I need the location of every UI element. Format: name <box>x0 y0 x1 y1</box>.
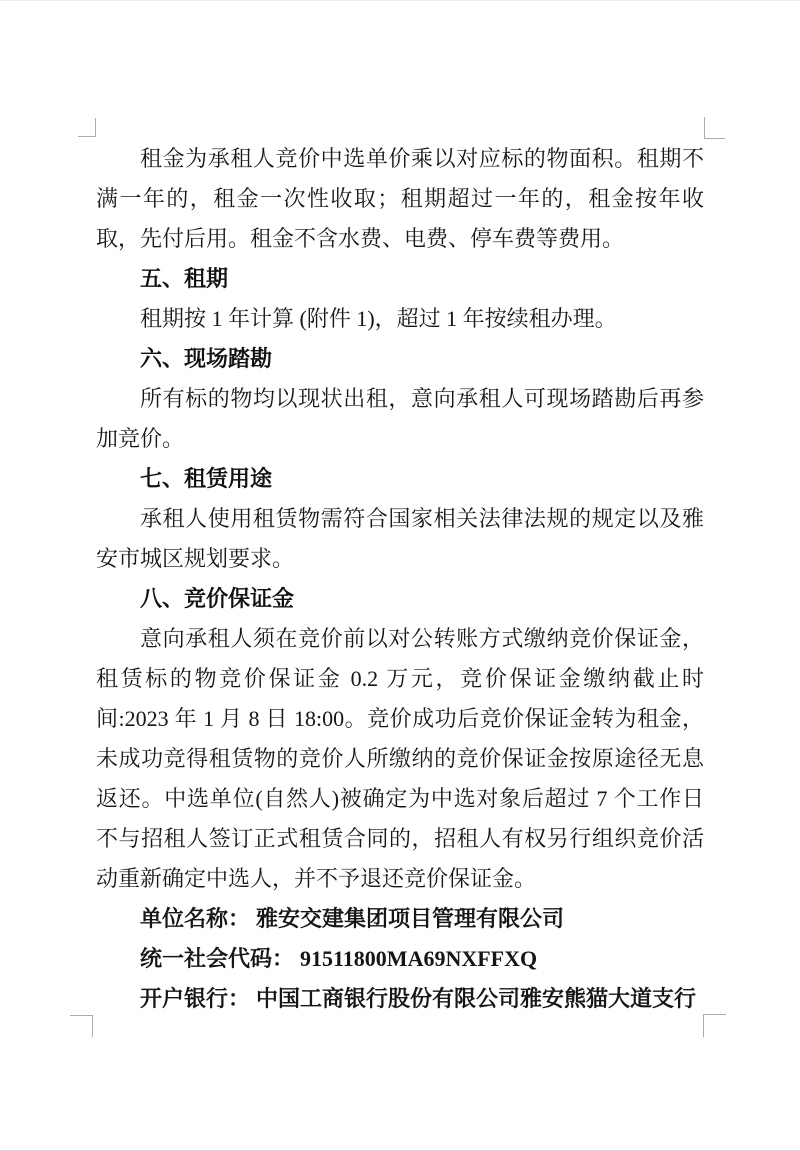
info-label: 单位名称： <box>140 906 251 931</box>
crop-mark-bottom-left <box>70 1015 93 1037</box>
info-value: 中国工商银行股份有限公司雅安熊猫大道支行 <box>256 986 697 1011</box>
info-value: 雅安交建集团项目管理有限公司 <box>256 906 565 931</box>
body-paragraph: 租金为承租人竞价中选单价乘以对应标的物面积。租期不满一年的，租金一次性收取；租期超过一年的，租金按年收取，先付后用。租金不含水费、电费、停车费等费用。 <box>96 146 704 251</box>
document-text-area <box>96 139 704 1019</box>
info-label: 开户银行： <box>140 986 251 1011</box>
info-value: 91511800MA69NXFFXQ <box>300 946 538 971</box>
body-paragraph: 租期按 1 年计算 (附件 1)，超过 1 年按续租办理。 <box>140 306 617 331</box>
info-line <box>96 939 704 979</box>
info-line <box>96 979 704 1019</box>
info-label: 统一社会代码： <box>140 946 295 971</box>
crop-mark-top-left <box>78 118 96 137</box>
crop-mark-bottom-right <box>703 1014 726 1037</box>
body-paragraph: 承租人使用租赁物需符合国家相关法律法规的规定以及雅安市城区规划要求。 <box>96 506 704 571</box>
body-paragraph: 意向承租人须在竞价前以对公转账方式缴纳竞价保证金，租赁标的物竞价保证金 0.2 万元，竞价保证金缴纳截止时间:2023 年 1 月 8 日 18:00。竞价成功后竞价保证金转为租金，未成功竞得租赁物的竞价人所缴纳的竞价保证金按原途径无息返还。中选单位(自然人)被确定为中选对象后超过 7 个工作日不与招租人签订正式租赁合同的，招租人有权另行组织竞价活动重新确定中选人，并不予退还竞价保证金。 <box>96 626 704 891</box>
crop-mark-top-right <box>704 117 725 139</box>
info-line <box>96 899 704 939</box>
section-heading: 五、租期 <box>140 266 229 291</box>
section-heading: 七、租赁用途 <box>140 466 273 491</box>
body-paragraph: 所有标的物均以现状出租，意向承租人可现场踏勘后再参加竞价。 <box>96 386 704 451</box>
section-heading: 六、现场踏勘 <box>140 346 273 371</box>
section-heading: 八、竞价保证金 <box>140 586 295 611</box>
